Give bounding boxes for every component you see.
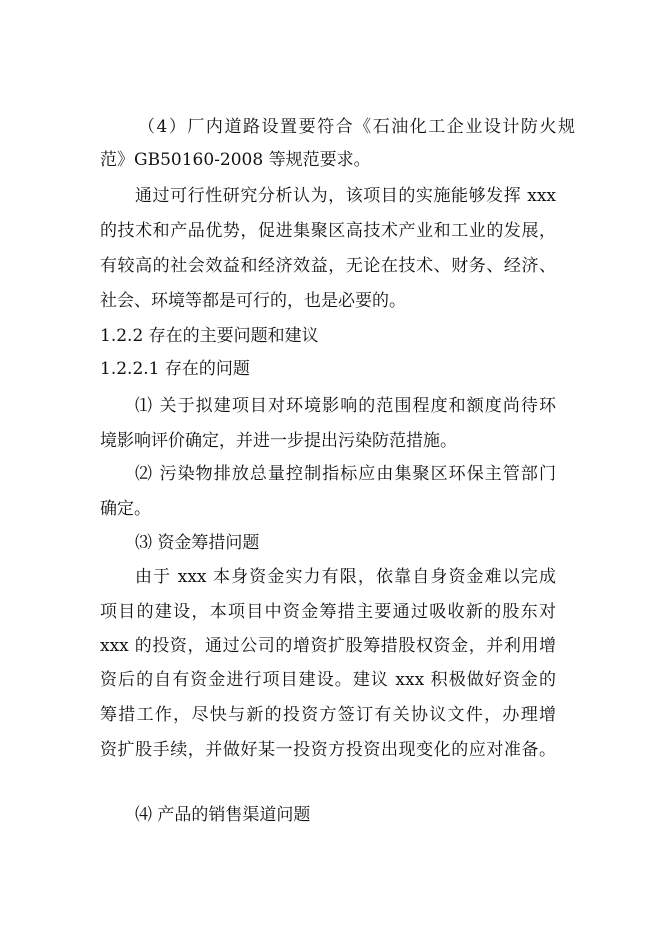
feasibility-line-2: 的技术和产品优势，促进集聚区高技术产业和工业的发展， — [100, 221, 556, 241]
issue-1-line-2: 境影响评价确定，并进一步提出污染防范措施。 — [100, 431, 457, 451]
funding-line-4: 资后的自有资金进行项目建设。建议 xxx 积极做好资金的 — [100, 670, 556, 690]
paragraph-4-line-2: 范》GB50160-2008 等规范要求。 — [100, 150, 371, 170]
funding-line-2: 项目的建设，本项目中资金筹措主要通过吸收新的股东对 — [100, 602, 556, 622]
issue-3-heading: ⑶ 资金筹措问题 — [135, 533, 260, 553]
paragraph-4-line-1: （4）厂内道路设置要符合《石油化工企业设计防火规 — [138, 117, 575, 137]
section-heading-1-2-2: 1.2.2 存在的主要问题和建议 — [100, 326, 319, 346]
issue-2-line-2: 确定。 — [100, 499, 151, 519]
funding-line-5: 筹措工作，尽快与新的投资方签订有关协议文件，办理增 — [100, 705, 556, 725]
feasibility-line-1: 通过可行性研究分析认为，该项目的实施能够发挥 xxx — [135, 186, 556, 206]
feasibility-line-4: 社会、环境等都是可行的，也是必要的。 — [100, 291, 406, 311]
issue-4-heading: ⑷ 产品的销售渠道问题 — [135, 805, 311, 825]
section-heading-1-2-2-1: 1.2.2.1 存在的问题 — [100, 359, 250, 379]
funding-line-3: xxx 的投资，通过公司的增资扩股筹措股权资金，并利用增 — [100, 636, 556, 656]
issue-1-line-1: ⑴ 关于拟建项目对环境影响的范围程度和额度尚待环 — [135, 396, 556, 416]
funding-line-1: 由于 xxx 本身资金实力有限，依靠自身资金难以完成 — [135, 567, 556, 587]
feasibility-line-3: 有较高的社会效益和经济效益，无论在技术、财务、经济、 — [100, 256, 556, 276]
issue-2-line-1: ⑵ 污染物排放总量控制指标应由集聚区环保主管部门 — [135, 464, 556, 484]
funding-line-6: 资扩股手续，并做好某一投资方投资出现变化的应对准备。 — [100, 740, 556, 760]
